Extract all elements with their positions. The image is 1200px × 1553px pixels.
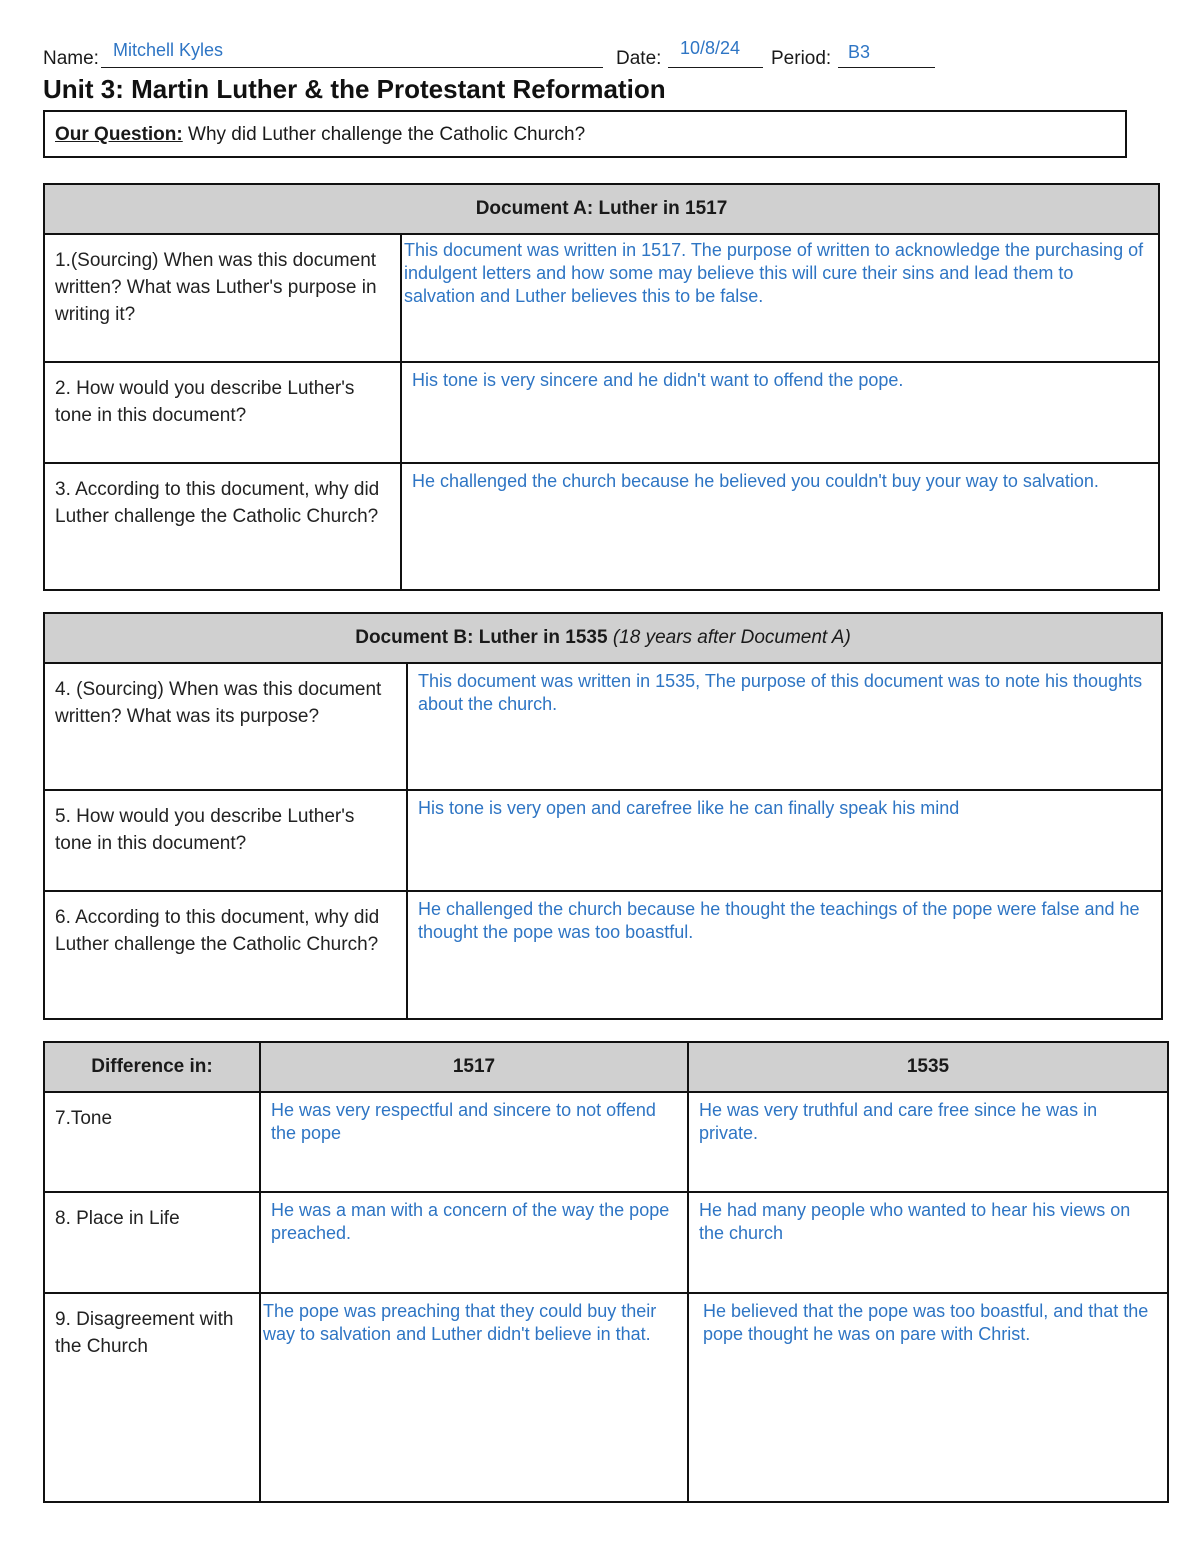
answer-5[interactable]: His tone is very open and carefree like he can finally speak his mind (407, 790, 1162, 891)
question-label: Our Question: (55, 124, 183, 145)
student-header (43, 40, 963, 76)
question-text: Why did Luther challenge the Catholic Church? (188, 124, 586, 145)
header-difference: Difference in: (44, 1042, 260, 1092)
date-value: 10/8/24 (680, 38, 741, 58)
question-3: 3. According to this document, why did Luther challenge the Catholic Church? (44, 463, 401, 590)
period-label: Period: (771, 48, 832, 69)
header-1517: 1517 (260, 1042, 688, 1092)
tone-1517[interactable]: He was very respectful and sincere to not offend the pope (260, 1092, 688, 1192)
answer-1[interactable]: This document was written in 1517. The purpose of written to acknowledge the purchasing of indulgent letters and how some may believe this will cure their sins and lead them to salvation and Luther believes this to be false. (401, 234, 1159, 362)
row-label-place: 8. Place in Life (44, 1192, 260, 1293)
document-a-table (43, 183, 1160, 591)
period-field[interactable] (838, 67, 935, 68)
document-b-note: (18 years after Document A) (612, 627, 851, 648)
place-1535[interactable]: He had many people who wanted to hear his views on the church (688, 1192, 1168, 1293)
answer-4[interactable]: This document was written in 1535, The purpose of this document was to note his thoughts about the church. (407, 663, 1162, 790)
name-field[interactable] (101, 67, 603, 68)
page-title: Unit 3: Martin Luther & the Protestant Reformation (43, 74, 666, 104)
document-b-heading (44, 613, 1162, 663)
answer-3[interactable]: He challenged the church because he believed you couldn't buy your way to salvation. (401, 463, 1159, 590)
row-label-disagreement: 9. Disagreement with the Church (44, 1293, 260, 1502)
answer-2[interactable]: His tone is very sincere and he didn't want to offend the pope. (401, 362, 1159, 463)
answer-6[interactable]: He challenged the church because he thought the teachings of the pope were false and he thought the pope was too boastful. (407, 891, 1162, 1019)
period-value: B3 (848, 42, 871, 62)
document-b-table (43, 612, 1163, 1020)
header-1535: 1535 (688, 1042, 1168, 1092)
question-box (43, 110, 1127, 158)
question-5: 5. How would you describe Luther's tone in this document? (44, 790, 407, 891)
date-field[interactable] (668, 67, 763, 68)
question-1: 1.(Sourcing) When was this document written? What was Luther's purpose in writing it? (44, 234, 401, 362)
comparison-table (43, 1041, 1169, 1503)
question-4: 4. (Sourcing) When was this document written? What was its purpose? (44, 663, 407, 790)
place-1517[interactable]: He was a man with a concern of the way the pope preached. (260, 1192, 688, 1293)
disagreement-1517[interactable]: The pope was preaching that they could buy their way to salvation and Luther didn't believe in that. (260, 1293, 688, 1502)
name-label: Name: (43, 48, 99, 69)
question-2: 2. How would you describe Luther's tone in this document? (44, 362, 401, 463)
tone-1535[interactable]: He was very truthful and care free since he was in private. (688, 1092, 1168, 1192)
disagreement-1535[interactable]: He believed that the pope was too boastful, and that the pope thought he was on pare with Christ. (688, 1293, 1168, 1502)
date-label: Date: (616, 48, 662, 69)
document-b-title: Document B: Luther in 1535 (355, 627, 608, 648)
row-label-tone: 7.Tone (44, 1092, 260, 1192)
document-a-heading: Document A: Luther in 1517 (44, 184, 1159, 234)
question-6: 6. According to this document, why did Luther challenge the Catholic Church? (44, 891, 407, 1019)
name-value: Mitchell Kyles (113, 40, 224, 60)
